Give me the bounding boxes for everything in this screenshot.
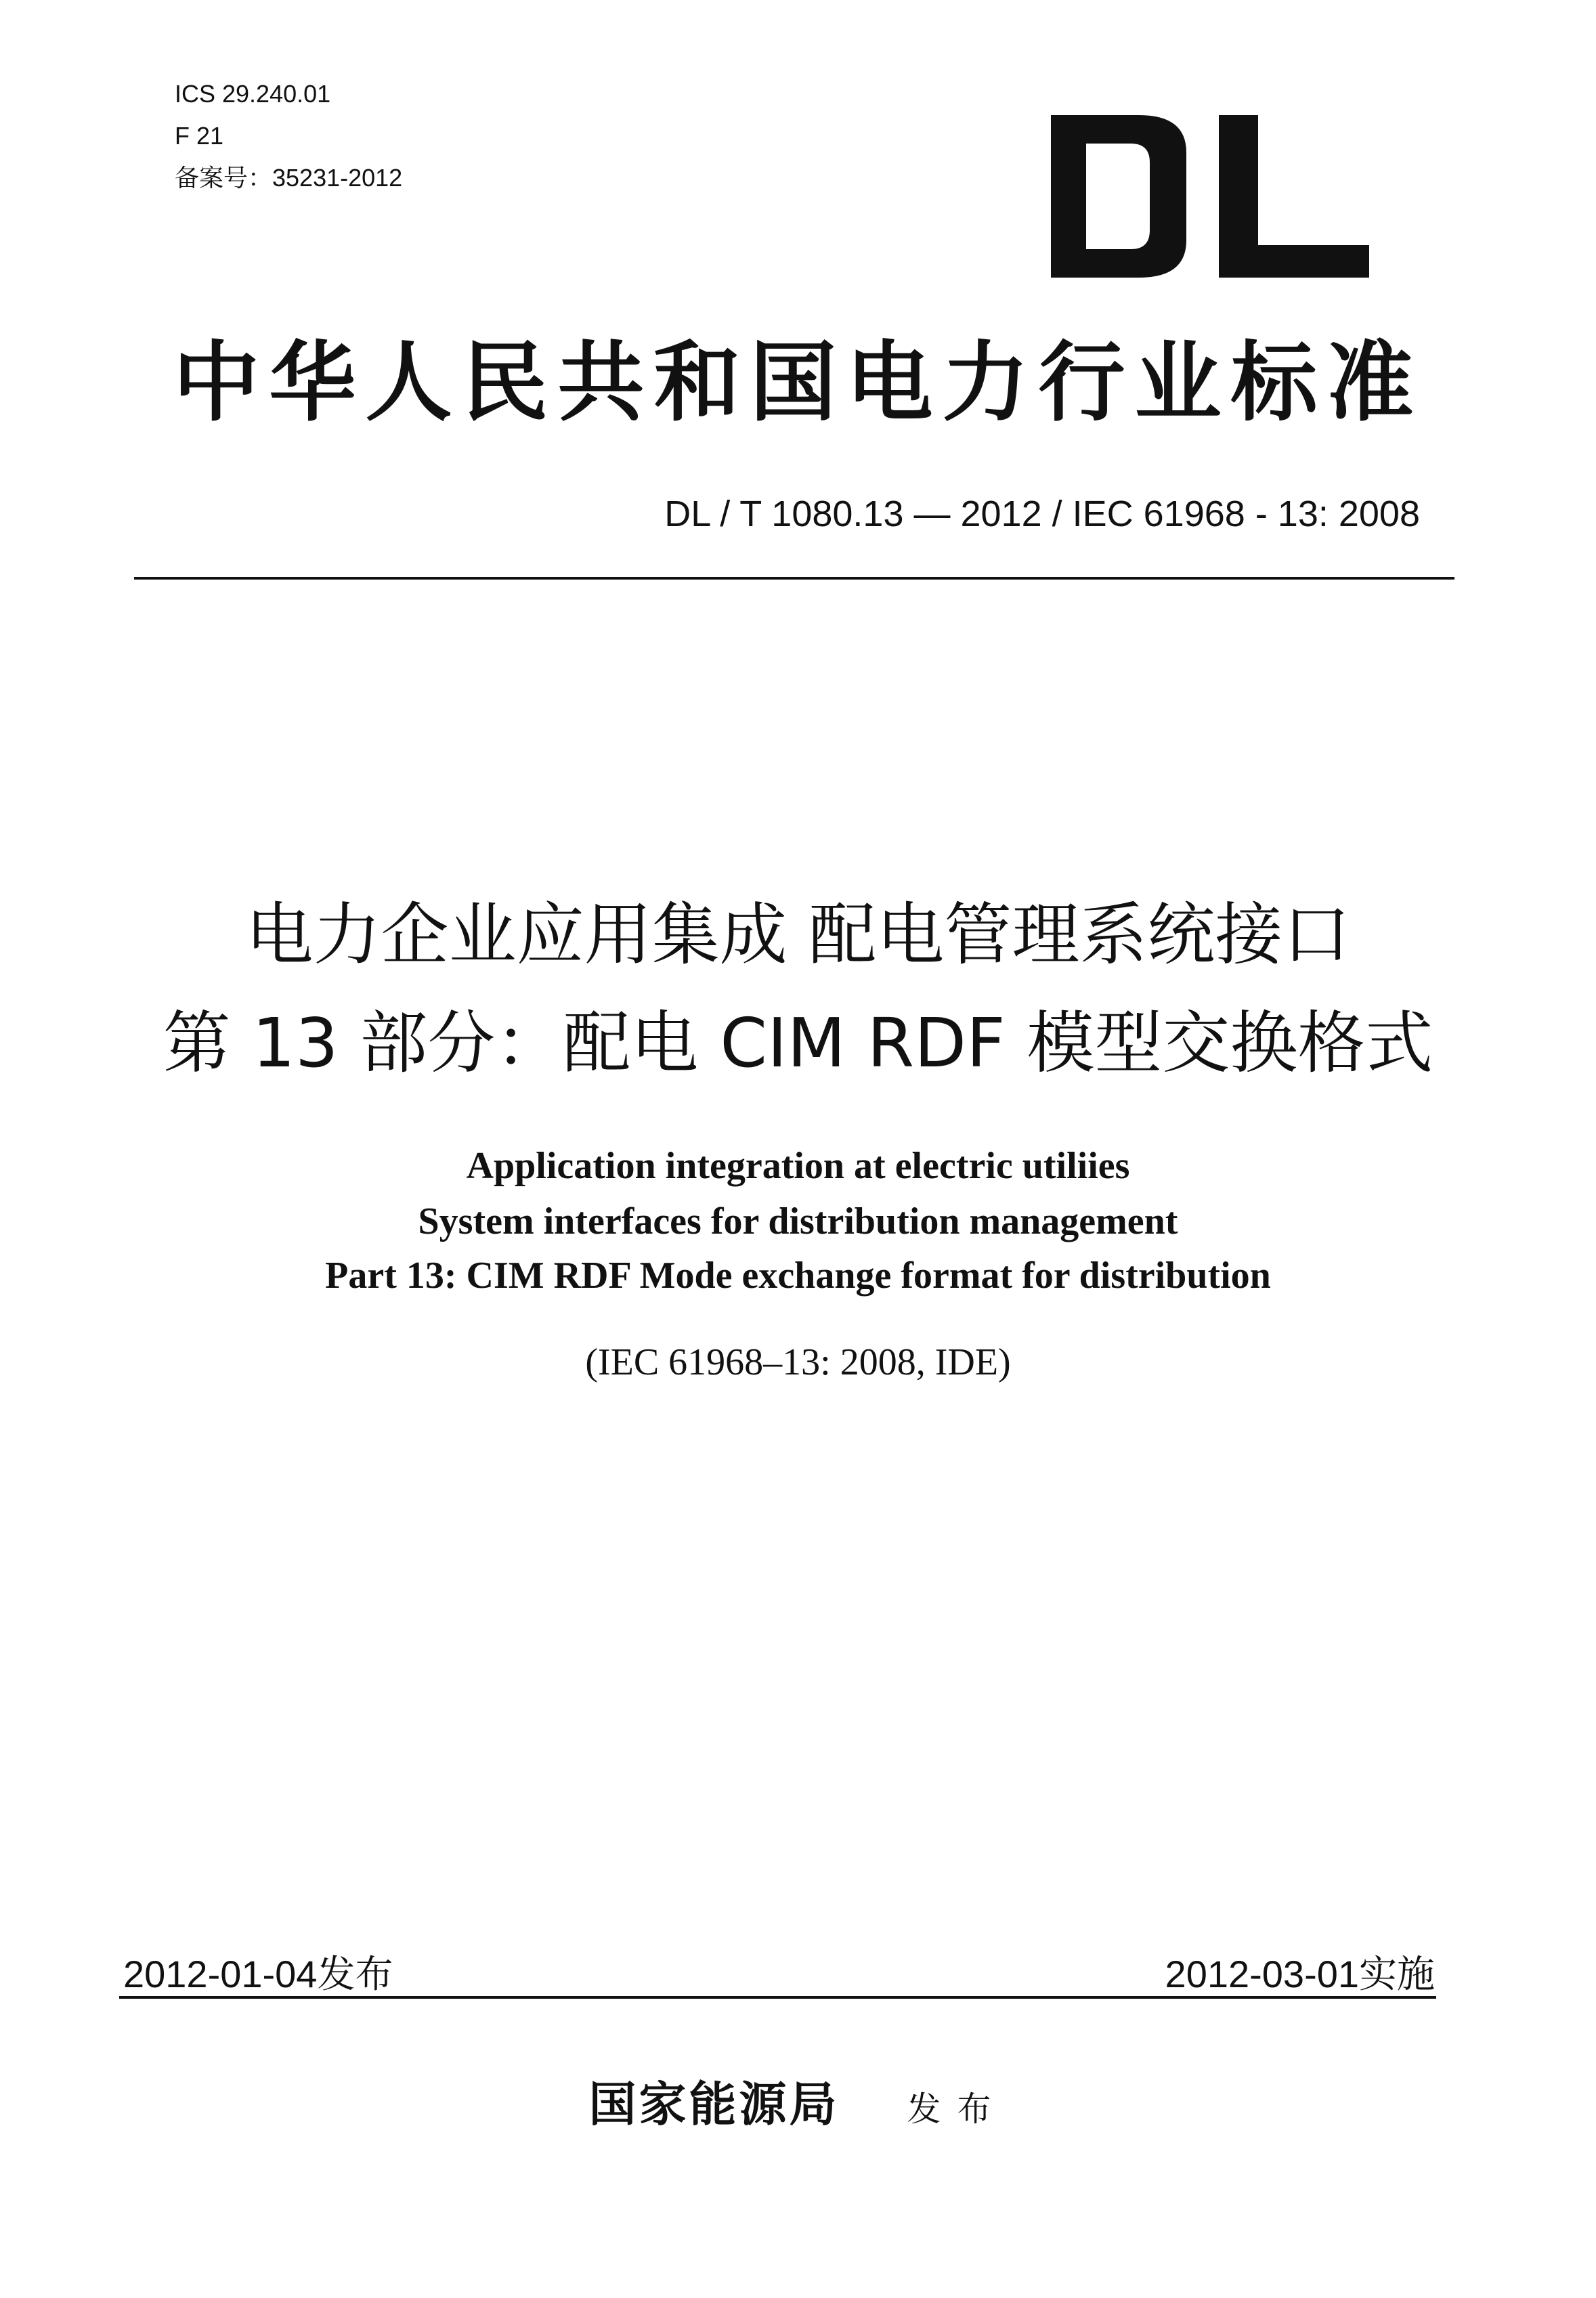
- iec-equivalence: (IEC 61968–13: 2008, IDE): [585, 1341, 1011, 1383]
- filing-number: 备案号：35231-2012: [175, 164, 403, 192]
- date-divider: [119, 1996, 1436, 1999]
- english-title-line-2: System interfaces for distribution management: [418, 1200, 1178, 1242]
- standard-number: DL / T 1080.13 — 2012 / IEC 61968 - 13: 2008: [664, 494, 1420, 534]
- implementation-date: 2012-03-01实施: [1165, 1953, 1435, 1995]
- publish-label: 发布: [907, 2089, 1008, 2129]
- english-title-line-1: Application integration at electric utiliies: [466, 1145, 1130, 1187]
- industry-standard-header: 中华人民共和国电力行业标准: [173, 332, 1423, 433]
- chinese-title-line-2: 第 13 部分：配电 CIM RDF 模型交换格式: [163, 1003, 1433, 1083]
- publisher-name: 国家能源局: [588, 2076, 840, 2132]
- ccs-code: F 21: [175, 122, 224, 150]
- english-title-line-3: Part 13: CIM RDF Mode exchange format for distribution: [325, 1255, 1271, 1297]
- chinese-title-line-1: 电力企业应用集成 配电管理系统接口: [245, 895, 1351, 974]
- ics-code: ICS 29.240.01: [175, 80, 331, 108]
- classification-block: [175, 73, 402, 199]
- header-divider: [134, 577, 1454, 580]
- dl-logo: [1051, 115, 1369, 278]
- publisher: [0, 2066, 1596, 2135]
- issue-date: 2012-01-04发布: [123, 1953, 393, 1995]
